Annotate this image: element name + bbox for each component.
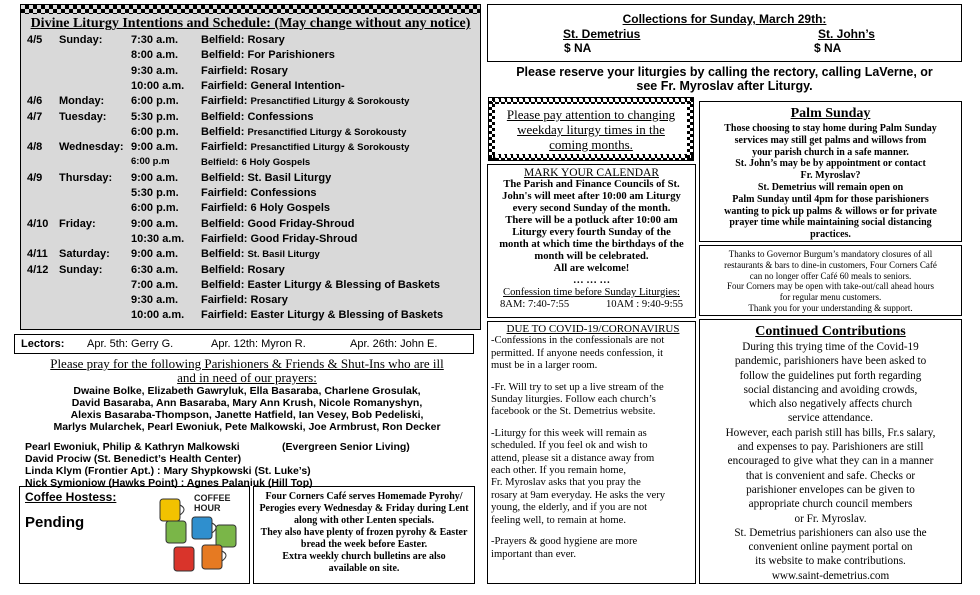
schedule-time: 5:30 p.m.	[131, 187, 179, 199]
schedule-intention	[201, 264, 285, 276]
covid-p3a: -Liturgy for this week will remain as	[491, 427, 647, 439]
attention-line-1: Please pay attention to changing	[506, 107, 676, 122]
coffee-hostess-value: Pending	[25, 514, 85, 531]
confession-title: Confession time before Sunday Liturgies:	[503, 287, 680, 298]
schedule-intention	[201, 34, 285, 46]
coffee-cups-icon	[154, 487, 250, 583]
contrib-line-12: appropriate church council members	[748, 498, 913, 511]
cafe-line-2: Perogies every Wednesday & Friday during Lent	[259, 503, 469, 514]
svg-text:HOUR: HOUR	[194, 503, 221, 513]
governor-line-6: Thank you for your understanding & support.	[748, 302, 913, 313]
schedule-time: 6:00 p.m	[131, 156, 170, 168]
contrib-line-1: During this trying time of the Covid-19	[742, 341, 919, 353]
cafe-box	[253, 486, 475, 584]
schedule-intention	[201, 294, 288, 306]
contrib-line-11: parishioner envelopes can be given to	[746, 483, 915, 496]
prayer-heading-1: Please pray for the following Parishioners & Friends & Shut-Ins who are ill	[50, 356, 444, 371]
governor-line-4: Four Corners may be open with take-out/call ahead hours	[727, 281, 934, 292]
schedule-time: 5:30 p.m.	[131, 110, 179, 123]
schedule-date: 4/11	[27, 248, 48, 261]
cafe-line-5: bread the week before Easter.	[300, 539, 428, 550]
governor-line-5: for regular menu customers.	[779, 292, 882, 303]
schedule-date: 4/5	[27, 34, 43, 46]
schedule-place: Belfield:	[201, 125, 245, 138]
schedule-intention	[201, 95, 409, 107]
schedule-place: Belfield:	[201, 110, 245, 123]
schedule-time: 9:30 a.m.	[131, 294, 179, 307]
covid-p1c: must be in a larger room.	[491, 360, 598, 372]
calendar-line-1: The Parish and Finance Councils of St.	[503, 179, 680, 190]
schedule-time: 7:30 a.m.	[131, 34, 179, 46]
covid-p1a: -Confessions in the confessionals are not	[491, 335, 665, 347]
covid-box	[487, 321, 696, 584]
attention-box	[488, 97, 694, 161]
schedule-day: Sunday:	[59, 34, 103, 46]
schedule-time: 10:00 a.m.	[131, 79, 185, 92]
contrib-line-9: encouraged to give what they can in a manner	[727, 455, 934, 468]
schedule-day: Saturday:	[59, 248, 110, 261]
prayer-line-7: Linda Klym (Frontier Apt.) : Mary Shypkowski (St. Luke’s)	[25, 465, 311, 477]
attention-border-left	[489, 98, 495, 160]
confession-times	[488, 299, 695, 311]
covid-p4b: important than ever.	[491, 548, 577, 560]
schedule-intention	[201, 111, 313, 123]
prayer-names-3: Alexis Basaraba-Thompson, Janette Hatfield, Ian Vesey, Bob Pedeliski,	[70, 409, 424, 421]
calendar-line-4: There will be a potluck after 10:00 am	[505, 215, 678, 226]
schedule-place: Belfield:	[201, 171, 245, 184]
palm-line-9: prayer time while maintaining social distancing	[729, 217, 932, 229]
covid-title: DUE TO COVID-19/CORONAVIRUS	[506, 323, 680, 335]
schedule-desc: General Intention-	[250, 79, 345, 92]
palm-line-3: your parish church in a safe manner.	[752, 146, 909, 158]
covid-p4a: -Prayers & good hygiene are more	[491, 536, 638, 548]
calendar-line-7: month will be celebrated.	[534, 251, 649, 262]
calendar-line-8: All are welcome!	[553, 263, 630, 274]
confession-10am: 10AM : 9:40-9:55	[606, 299, 684, 310]
calendar-line-6: month at which time the birthdays of the	[499, 239, 684, 250]
schedule-desc: Good Friday-Shroud	[247, 217, 355, 230]
coffee-hostess-title: Coffee Hostess:	[25, 490, 117, 504]
schedule-time: 9:00 a.m.	[131, 248, 179, 261]
palm-line-6: St. Demetrius will remain open on	[757, 181, 904, 193]
reserve-notice	[487, 65, 962, 93]
covid-p2c: facebook or the St. Demetrius website.	[491, 406, 656, 418]
attention-line-2: weekday liturgy times in the	[517, 122, 665, 137]
schedule-intention	[201, 172, 331, 184]
contrib-line-5: which also negatively affects church	[748, 398, 913, 411]
covid-p3e: Fr. Myroslav asks that you pray the	[491, 477, 641, 489]
lector-apr5: Apr. 5th: Gerry G.	[87, 338, 174, 350]
contrib-line-6: service attendance.	[787, 412, 874, 425]
lectors-label: Lectors:	[21, 338, 65, 350]
cafe-line-6: Extra weekly church bulletins are also	[282, 551, 446, 562]
covid-p2a: -Fr. Will try to set up a live stream of the	[491, 381, 664, 393]
contrib-line-8: and expenses to pay. Parishioners are still	[737, 441, 924, 454]
collections-val-1: $ NA	[564, 41, 592, 55]
covid-p3c: attend, please sit a distance away from	[491, 452, 655, 464]
calendar-line-2: John's will meet after 10:00 am Liturgy	[502, 191, 681, 202]
covid-p3d: each other. If you remain home,	[491, 465, 627, 477]
covid-p3g: young, the elderly, and if you are not	[491, 502, 648, 514]
contrib-line-14: St. Demetrius parishioners can also use the	[734, 526, 927, 539]
schedule-time: 9:30 a.m.	[131, 64, 179, 77]
schedule-place: Fairfield:	[201, 309, 248, 322]
collections-val-2: $ NA	[814, 41, 842, 55]
schedule-title: Divine Liturgy Intentions and Schedule: (May change without any notice)	[30, 16, 471, 31]
svg-text:COFFEE: COFFEE	[194, 493, 231, 503]
schedule-place: Fairfield:	[201, 64, 248, 77]
schedule-time: 9:00 a.m.	[131, 217, 179, 230]
schedule-desc: Presanctified Liturgy & Sorokousty	[250, 96, 410, 108]
schedule-desc: Rosary	[250, 64, 288, 77]
calendar-line-5: Liturgy every fourth Sunday of the	[512, 227, 671, 238]
schedule-date: 4/12	[27, 263, 49, 276]
reserve-line-2: see Fr. Myroslav after Liturgy.	[636, 79, 813, 93]
lector-apr26: Apr. 26th: John E.	[350, 338, 438, 350]
prayer-line-5b: (Evergreen Senior Living)	[282, 441, 410, 453]
schedule-day: Friday:	[59, 217, 96, 230]
covid-p2b: Sunday liturgies. Follow each church’s	[491, 394, 656, 406]
palm-line-10: practices.	[810, 229, 851, 241]
schedule-time: 9:00 a.m.	[131, 171, 179, 184]
schedule-time: 10:30 a.m.	[131, 232, 185, 245]
schedule-intention	[201, 126, 406, 138]
schedule-day: Thursday:	[59, 171, 113, 184]
contrib-line-2: pandemic, parishioners have been asked to	[734, 355, 927, 368]
schedule-day: Monday:	[59, 95, 105, 108]
schedule-place: Belfield:	[201, 157, 239, 169]
schedule-desc: Easter Liturgy & Blessing of Baskets	[250, 309, 444, 322]
palm-line-5: Fr. Myroslav?	[800, 170, 861, 182]
schedule-place: Belfield:	[201, 217, 245, 230]
schedule-place: Fairfield:	[201, 187, 248, 199]
schedule-day: Sunday:	[59, 263, 103, 276]
schedule-place: Fairfield:	[201, 232, 248, 245]
governor-notice-box	[699, 245, 962, 316]
attention-border-top	[489, 98, 693, 104]
schedule-desc: Presanctified Liturgy & Sorokousty	[247, 126, 407, 138]
schedule-place: Belfield:	[201, 34, 245, 46]
calendar-line-9: … … …	[572, 275, 611, 286]
contrib-line-10: that is convenient and safe. Checks or	[745, 469, 916, 482]
palm-line-7: Palm Sunday until 4pm for those parishioners	[732, 193, 929, 205]
schedule-date: 4/7	[27, 110, 43, 123]
calendar-box	[487, 164, 696, 318]
palm-sunday-title: Palm Sunday	[790, 106, 871, 121]
schedule-desc: Confessions	[247, 110, 314, 123]
prayer-line-5a: Pearl Ewoniuk, Philip & Kathryn Malkowski	[25, 441, 240, 453]
palm-sunday-box	[699, 101, 962, 242]
schedule-place: Belfield:	[201, 248, 245, 261]
schedule-intention	[201, 233, 357, 245]
schedule-time: 6:00 p.m.	[131, 125, 179, 138]
schedule-desc: For Parishioners	[247, 49, 335, 62]
schedule-day: Tuesday:	[59, 110, 107, 123]
schedule-intention	[201, 202, 330, 214]
collections-col-1: St. Demetrius	[563, 27, 641, 41]
contrib-website-link[interactable]: www.saint-demetrius.com	[771, 569, 890, 582]
cafe-line-7: available on site.	[328, 563, 400, 574]
prayer-names-4: Marlys Mularchek, Pearl Ewoniuk, Pete Malkowski, Joe Armbrust, Ron Decker	[53, 421, 441, 433]
calendar-line-3: every second Sunday of the month.	[512, 203, 671, 214]
schedule-place: Fairfield:	[201, 202, 248, 215]
covid-p3b: scheduled. If you feel ok and wish to	[491, 440, 648, 452]
schedule-desc: Rosary	[247, 263, 285, 276]
schedule-place: Fairfield:	[201, 95, 248, 108]
schedule-time: 6:00 p.m.	[131, 202, 179, 215]
schedule-intention	[201, 80, 345, 92]
collections-title: Collections for Sunday, March 29th:	[622, 12, 827, 26]
schedule-time: 6:30 a.m.	[131, 263, 179, 276]
schedule-desc: Rosary	[250, 294, 288, 307]
prayer-line-6: David Prociw (St. Benedict’s Health Center)	[25, 453, 242, 465]
schedule-intention	[201, 49, 335, 61]
schedule-time: 7:00 a.m.	[131, 278, 179, 291]
prayer-list	[14, 356, 480, 489]
attention-border-right	[687, 98, 693, 160]
schedule-date: 4/6	[27, 95, 43, 108]
schedule-place: Fairfield:	[201, 294, 248, 307]
schedule-day: Wednesday:	[59, 141, 124, 154]
schedule-time: 10:00 a.m.	[131, 309, 185, 322]
schedule-date: 4/10	[27, 217, 49, 230]
palm-line-4: St. John’s may be by appointment or contact	[735, 158, 926, 170]
schedule-intention	[201, 248, 320, 260]
confession-8am: 8AM: 7:40-7:55	[500, 299, 570, 310]
schedule-intention	[201, 187, 317, 199]
prayer-line-5	[14, 441, 480, 453]
schedule-place: Fairfield:	[201, 79, 248, 92]
covid-p3f: rosary at 9am everyday. He asks the very	[491, 489, 666, 501]
collections-col-2: St. John’s	[818, 27, 875, 41]
schedule-place: Belfield:	[201, 49, 245, 62]
schedule-intention	[201, 141, 409, 153]
schedule-date: 4/8	[27, 141, 43, 154]
schedule-intention	[201, 156, 310, 168]
contrib-line-13: or Fr. Myroslav.	[794, 512, 867, 525]
palm-line-2: services may still get palms and willows from	[734, 134, 927, 146]
schedule-intention	[201, 218, 354, 230]
contrib-line-3: follow the guidelines put forth regarding	[739, 369, 922, 382]
lectors-box	[14, 334, 474, 354]
cafe-line-1: Four Corners Café serves Homemade Pyrohy/	[265, 491, 463, 502]
schedule-desc: St. Basil Liturgy	[247, 171, 332, 184]
cafe-line-4: They also have plenty of frozen pyrohy & Easter	[260, 527, 468, 538]
attention-border-bottom	[489, 154, 693, 160]
cafe-line-3: along with other Lenten specials.	[293, 515, 435, 526]
palm-line-1: Those choosing to stay home during Palm Sunday	[724, 123, 937, 134]
schedule-time: 8:00 a.m.	[131, 49, 179, 62]
schedule-date: 4/9	[27, 171, 43, 184]
contrib-line-7: However, each parish still has bills, Fr.s salary,	[725, 426, 936, 439]
schedule-intention	[201, 279, 440, 291]
palm-line-8: wanting to pick up palms & willows or for private	[724, 205, 937, 217]
coffee-hostess-box	[19, 486, 250, 584]
calendar-title: MARK YOUR CALENDAR	[523, 167, 660, 179]
contrib-line-4: social distancing and avoiding crowds,	[743, 383, 918, 396]
collections-box	[487, 4, 962, 62]
schedule-desc: Presanctified Liturgy & Sorokousty	[250, 142, 410, 154]
contributions-box	[699, 319, 962, 584]
schedule-time: 6:00 p.m.	[131, 95, 179, 108]
schedule-intention	[201, 309, 443, 321]
schedule-place: Fairfield:	[201, 141, 248, 154]
governor-line-3: can no longer offer Café 60 meals to seniors.	[749, 270, 912, 281]
covid-p1b: permitted. If anyone needs confession, it	[491, 347, 664, 359]
schedule-desc: 6 Holy Gospels	[241, 157, 311, 169]
covid-p3h: feeling well, to remain at home.	[491, 514, 627, 526]
schedule-place: Belfield:	[201, 278, 245, 291]
prayer-heading-2: and in need of our prayers:	[177, 370, 317, 385]
prayer-names-2: David Basaraba, Ann Basaraba, Mary Ann Krush, Nicole Romanyshyn,	[71, 397, 423, 409]
schedule-desc: St. Basil Liturgy	[247, 249, 320, 261]
schedule-desc: Confessions	[250, 187, 317, 199]
governor-line-1: Thanks to Governor Burgum’s mandatory closures of all	[728, 249, 933, 259]
contrib-line-15: convenient online payment portal on	[748, 541, 913, 554]
prayer-names-1: Dwaine Bolke, Elizabeth Gawryluk, Ella Basaraba, Charlene Grosulak,	[73, 385, 421, 397]
reserve-line-1: Please reserve your liturgies by calling the rectory, calling LaVerne, or	[516, 65, 933, 79]
attention-text	[499, 107, 683, 152]
schedule-desc: Good Friday-Shroud	[250, 232, 358, 245]
checker-border-top	[21, 5, 480, 14]
schedule-desc: Rosary	[247, 34, 285, 46]
attention-line-3: coming months.	[549, 137, 633, 152]
schedule-time: 9:00 a.m.	[131, 141, 179, 154]
schedule-place: Belfield:	[201, 263, 245, 276]
schedule-desc: Easter Liturgy & Blessing of Baskets	[247, 278, 441, 291]
liturgy-schedule-box	[20, 4, 481, 330]
governor-line-2: restaurants & bars to dine-in customers, Four Corners Café	[724, 259, 937, 270]
schedule-desc: 6 Holy Gospels	[250, 202, 330, 215]
lector-apr12: Apr. 12th: Myron R.	[211, 338, 306, 350]
contributions-title: Continued Contributions	[755, 324, 906, 339]
schedule-intention	[201, 65, 288, 77]
contrib-line-16: its website to make contributions.	[755, 555, 906, 568]
prayer-line-8: Nick Symioniow (Hawks Point) : Agnes Palaniuk (Hill Top)	[25, 477, 313, 489]
